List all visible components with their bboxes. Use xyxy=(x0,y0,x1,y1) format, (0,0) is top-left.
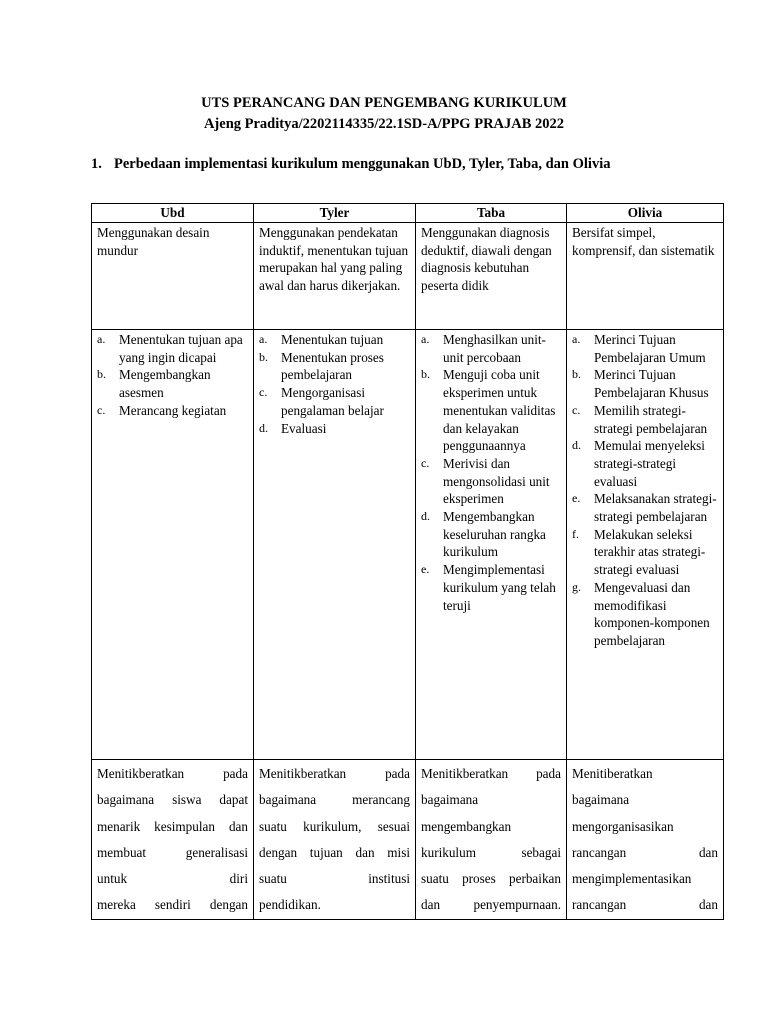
text-line: mengimplementasikan xyxy=(572,871,692,887)
text-line: dan penyempurnaan. xyxy=(421,897,561,913)
section-number: 1. xyxy=(91,156,102,172)
list-marker: a. xyxy=(421,332,430,346)
header-taba: Taba xyxy=(416,204,567,223)
list-item-text: Merancang kegiatan xyxy=(119,402,227,418)
header-ubd: Ubd xyxy=(92,204,254,223)
list-marker: d. xyxy=(259,420,268,435)
list-marker: g. xyxy=(572,579,581,594)
text-line: bagaimana siswa dapat xyxy=(97,792,248,808)
list-item xyxy=(572,437,718,490)
text-line: pendidikan. xyxy=(259,897,321,913)
steps-taba xyxy=(416,330,567,760)
emphasis-tyler xyxy=(254,760,416,920)
list-item xyxy=(97,402,248,420)
list-item-text: Mengembangkan asesmen xyxy=(119,367,211,401)
comparison-table xyxy=(91,203,724,920)
text-line: rancangan dan xyxy=(572,897,718,913)
desc-ubd: Menggunakan desain mundur xyxy=(92,223,254,330)
desc-olivia: Bersifat simpel, komprensif, dan sistematik xyxy=(567,223,724,330)
steps-ubd xyxy=(92,330,254,760)
list-item xyxy=(421,331,561,366)
list-item-text: Menentukan proses pembelajaran xyxy=(281,349,384,383)
list-item xyxy=(97,366,248,401)
text-line: bagaimana xyxy=(572,792,630,808)
author-line: Ajeng Praditya/2202114335/22.1SD-A/PPG PRAJAB 2022 xyxy=(203,116,565,132)
text-line: bagaimana merancang xyxy=(259,792,410,808)
text-line: dengan tujuan dan misi xyxy=(259,844,410,860)
emphasis-text xyxy=(92,760,253,919)
list-marker: d. xyxy=(572,438,581,453)
list-item xyxy=(421,455,561,508)
steps-row xyxy=(92,330,724,760)
list-marker: a. xyxy=(572,332,581,346)
text-line: suatu proses perbaikan xyxy=(421,871,561,887)
list-item-text: Mengevaluasi dan memodifikasi komponen-komponen pembelajaran xyxy=(594,579,710,648)
text-line: menarik kesimpulan dan xyxy=(97,818,248,834)
list-marker: a. xyxy=(259,332,268,346)
text-line: kurikulum sebagai xyxy=(421,844,561,860)
list-item xyxy=(421,508,561,561)
list-marker: c. xyxy=(97,402,106,417)
document-title: UTS PERANCANG DAN PENGEMBANG KURIKULUM xyxy=(201,95,567,111)
list-marker: b. xyxy=(421,367,430,382)
table-header-row xyxy=(92,204,724,223)
header-olivia: Olivia xyxy=(567,204,724,223)
list-item xyxy=(572,579,718,650)
list-item-text: Menentukan tujuan apa yang ingin dicapai xyxy=(119,332,243,365)
list-item-text: Memilih strategi-strategi pembelajaran xyxy=(594,402,708,436)
text-line: Menitiberatkan xyxy=(572,766,653,781)
text-line: membuat generalisasi xyxy=(97,844,248,860)
list-item-text: Menghasilkan unit-unit percobaan xyxy=(443,332,546,365)
list-item xyxy=(572,490,718,525)
text-line: mengembangkan xyxy=(421,818,512,834)
list-item-text: Merinci Tujuan Pembelajaran Umum xyxy=(594,332,706,365)
emphasis-olivia xyxy=(567,760,724,920)
emphasis-text xyxy=(254,760,415,919)
section-heading xyxy=(91,155,610,173)
emphasis-ubd xyxy=(92,760,254,920)
list-item xyxy=(572,366,718,401)
steps-list xyxy=(421,331,561,614)
list-item-text: Melakukan seleksi terakhir atas strategi-strategi evaluasi xyxy=(594,526,706,578)
text-line: Menitikberatkan pada xyxy=(97,766,248,781)
description-row xyxy=(92,223,724,330)
text-line: bagaimana xyxy=(421,792,479,808)
list-item-text: Melaksanakan strategi-strategi pembelajaran xyxy=(594,491,717,525)
list-item xyxy=(572,402,718,437)
text-line: mereka sendiri dengan xyxy=(97,897,248,913)
list-item xyxy=(572,526,718,579)
steps-list xyxy=(572,331,718,650)
list-item-text: Evaluasi xyxy=(281,420,327,436)
list-marker: b. xyxy=(572,367,581,382)
list-item xyxy=(97,331,248,366)
list-marker: c. xyxy=(421,455,430,470)
list-item xyxy=(259,331,410,349)
list-marker: a. xyxy=(97,332,106,346)
list-item xyxy=(421,366,561,455)
list-marker: c. xyxy=(572,402,581,417)
list-item-text: Mengimplementasi kurikulum yang telah teruji xyxy=(443,562,556,613)
list-item-text: Memulai menyeleksi strategi-strategi evaluasi xyxy=(594,438,705,489)
text-line: Menitikberatkan pada xyxy=(259,766,410,781)
text-line: suatu kurikulum, sesuai xyxy=(259,818,410,834)
desc-tyler: Menggunakan pendekatan induktif, menentukan tujuan merupakan hal yang paling awal dan harus dikerjakan. xyxy=(254,223,416,330)
emphasis-text xyxy=(567,760,723,919)
text-line: mengorganisasikan xyxy=(572,818,674,834)
emphasis-taba xyxy=(416,760,567,920)
list-item xyxy=(259,384,410,419)
header-tyler: Tyler xyxy=(254,204,416,223)
desc-taba: Menggunakan diagnosis deduktif, diawali dengan diagnosis kebutuhan peserta didik xyxy=(416,223,567,330)
list-item xyxy=(421,561,561,614)
emphasis-text xyxy=(416,760,566,919)
list-item xyxy=(259,420,410,438)
steps-olivia xyxy=(567,330,724,760)
text-line: Menitikberatkan pada xyxy=(421,766,561,781)
list-item-text: Menguji coba unit eksperimen untuk menentukan validitas dan kelayakan penggunaannya xyxy=(443,367,556,454)
steps-list xyxy=(259,331,410,437)
list-marker: f. xyxy=(572,526,579,541)
list-marker: e. xyxy=(572,491,581,506)
list-item-text: Mengorganisasi pengalaman belajar xyxy=(281,385,384,418)
section-title: Perbedaan implementasi kurikulum menggunakan UbD, Tyler, Taba, dan Olivia xyxy=(114,156,611,172)
steps-list xyxy=(97,331,248,420)
text-line: untuk diri xyxy=(97,871,248,887)
list-item-text: Menentukan tujuan xyxy=(281,332,384,347)
emphasis-row xyxy=(92,760,724,920)
list-marker: b. xyxy=(259,349,268,364)
list-marker: c. xyxy=(259,385,268,400)
text-line: rancangan dan xyxy=(572,844,718,860)
list-item xyxy=(259,349,410,384)
list-marker: e. xyxy=(421,562,430,577)
list-marker: d. xyxy=(421,509,430,524)
steps-tyler xyxy=(254,330,416,760)
list-item-text: Merinci Tujuan Pembelajaran Khusus xyxy=(594,367,709,401)
list-marker: b. xyxy=(97,367,106,382)
list-item-text: Merivisi dan mengonsolidasi unit eksperimen xyxy=(443,455,550,507)
text-line: suatu institusi xyxy=(259,871,410,887)
list-item-text: Mengembangkan keseluruhan rangka kurikulum xyxy=(443,509,546,560)
list-item xyxy=(572,331,718,366)
